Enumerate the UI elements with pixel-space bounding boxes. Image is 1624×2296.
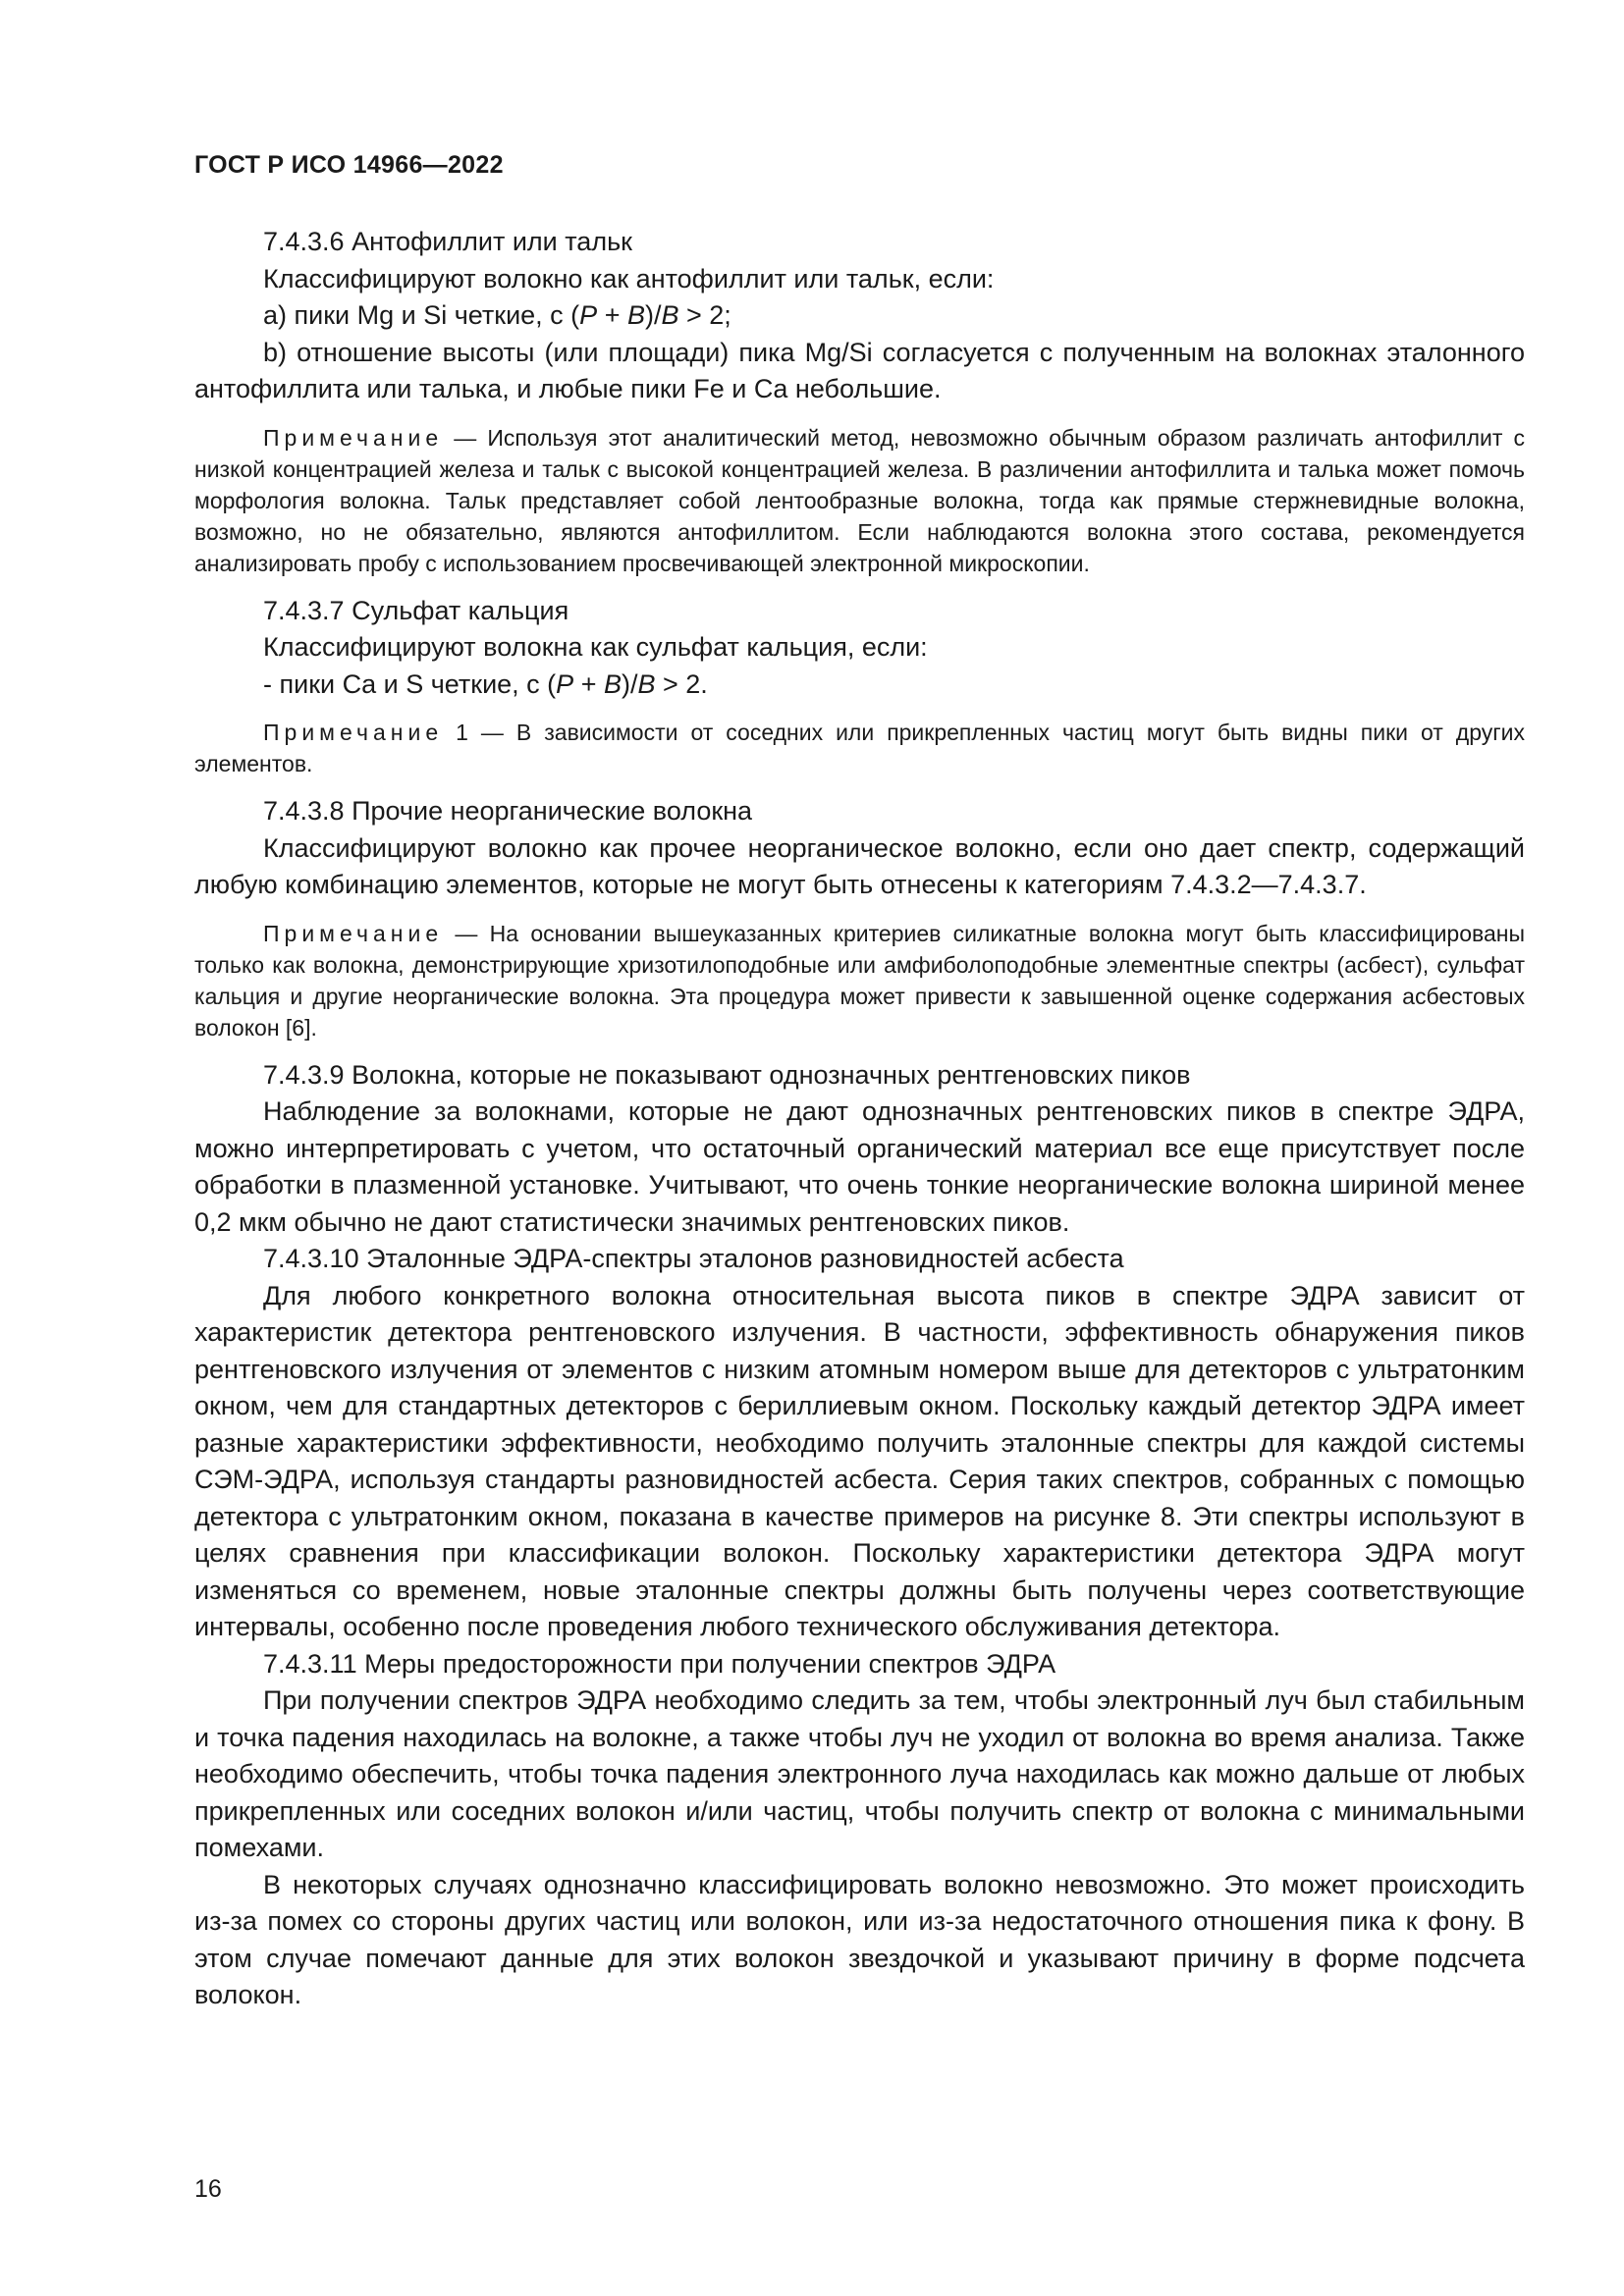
section-7-4-3-6-item-a: a) пики Mg и Si четкие, с (P + B)/B > 2; (263, 300, 731, 330)
note-3: Примечание — На основании вышеуказанных критериев силикатные волокна могут быть классифицированы только как волокна, демонстрирующие хризотилоподобные или амфиболоподобные элементные спектры (асбест), сульфат кальция и другие неорганические волокна. Эта процедура может привести к завышенной оценке содержания асбестовых волокон [6]. (194, 920, 1525, 1041)
note-label: Примечание (263, 720, 444, 745)
section-7-4-3-9-title: 7.4.3.9 Волокна, которые не показывают однозначных рентгеновских пиков (263, 1059, 1191, 1090)
section-7-4-3-6-item-b: b) отношение высоты (или площади) пика Mg/Si согласуется с полученным на волокнах эталонного антофиллита или талька, и любые пики Fe и Ca небольшие. (194, 337, 1525, 403)
section-7-4-3-10-title: 7.4.3.10 Эталонные ЭДРА-спектры эталонов разновидностей асбеста (263, 1244, 1124, 1273)
section-7-4-3-11-title: 7.4.3.11 Меры предосторожности при получении спектров ЭДРА (263, 1648, 1056, 1679)
section-7-4-3-7-title: 7.4.3.7 Сульфат кальция (263, 595, 569, 625)
section-7-4-3-7-intro: Классифицируют волокна как сульфат кальция, если: (263, 632, 928, 662)
section-7-4-3-6-title: 7.4.3.6 Антофиллит или тальк (263, 227, 632, 256)
section-7-4-3-8-text: Классифицируют волокно как прочее неорганическое волокно, если оно дает спектр, содержащий любую комбинацию элементов, которые не могут быть отнесены к категориям 7.4.3.2—7.4.3.7. (194, 832, 1525, 899)
page-number: 16 (194, 2175, 222, 2203)
section-7-4-3-11-text-1: При получении спектров ЭДРА необходимо следить за тем, чтобы электронный луч был стабильным и точка падения находилась на волокне, а также чтобы луч не уходил от волокна во время анализа. Также необходимо обеспечить, чтобы точка падения электронного луча находилась как можно дальше от любых прикрепленных или соседних волокон и/или частиц, чтобы получить спектр от волокна с минимальными помехами. (194, 1685, 1525, 1862)
document-body (194, 224, 1525, 2014)
note-label: Примечание (263, 920, 444, 946)
note-1: Примечание — Используя этот аналитический метод, невозможно обычным образом различать антофиллит с низкой концентрацией железа и тальк с высокой концентрацией железа. В различении антофиллита и талька может помочь морфология волокна. Тальк представляет собой лентообразные волокна, тогда как прямые стержневидные волокна, возможно, но не обязательно, являются антофиллитом. Если наблюдаются волокна этого состава, рекомендуется анализировать пробу с использованием просвечивающей электронной микроскопии. (194, 424, 1525, 576)
section-7-4-3-9-text: Наблюдение за волокнами, которые не дают однозначных рентгеновских пиков в спектре ЭДРА, можно интерпретировать с учетом, что остаточный органический материал все еще присутствует после обработки в плазменной установке. Учитывают, что очень тонкие неорганические волокна шириной менее 0,2 мкм обычно не дают статистически значимых рентгеновских пиков. (194, 1096, 1525, 1237)
document-header: ГОСТ Р ИСО 14966—2022 (194, 151, 504, 179)
section-7-4-3-11-text-2: В некоторых случаях однозначно классифицировать волокно невозможно. Это может происходить из-за помех со стороны других частиц или волокон, или из-за недостаточного отношения пика к фону. В этом случае помечают данные для этих волокон звездочкой и указывают причину в форме подсчета волокон. (194, 1869, 1525, 2009)
section-7-4-3-7-item: - пики Ca и S четкие, с (P + B)/B > 2. (263, 668, 708, 699)
section-7-4-3-6-intro: Классифицируют волокно как антофиллит или тальк, если: (263, 263, 995, 294)
document-page (194, 0, 1525, 2296)
note-label: Примечание (263, 424, 444, 451)
section-7-4-3-10-text: Для любого конкретного волокна относительная высота пиков в спектре ЭДРА зависит от характеристик детектора рентгеновского излучения. В частности, эффективность обнаружения пиков рентгеновского излучения от элементов с низким атомным номером выше для детекторов с ультратонким окном, чем для стандартных детекторов с бериллиевым окном. Поскольку каждый детектор ЭДРА имеет разные характеристики эффективности, необходимо получить эталонные спектры для каждой системы СЭМ-ЭДРА, используя стандарты разновидностей асбеста. Серия таких спектров, собранных с помощью детектора с ультратонким окном, показана в качестве примеров на рисунке 8. Эти спектры используют в целях сравнения при классификации волокон. Поскольку характеристики детектора ЭДРА могут изменяться со временем, новые эталонные спектры должны быть получены через соответствующие интервалы, особенно после проведения любого технического обслуживания детектора. (194, 1280, 1525, 1641)
note-2: Примечание 1 — В зависимости от соседних или прикрепленных частиц могут быть видны пики от других элементов. (194, 720, 1525, 776)
section-7-4-3-8-title: 7.4.3.8 Прочие неорганические волокна (263, 796, 753, 826)
